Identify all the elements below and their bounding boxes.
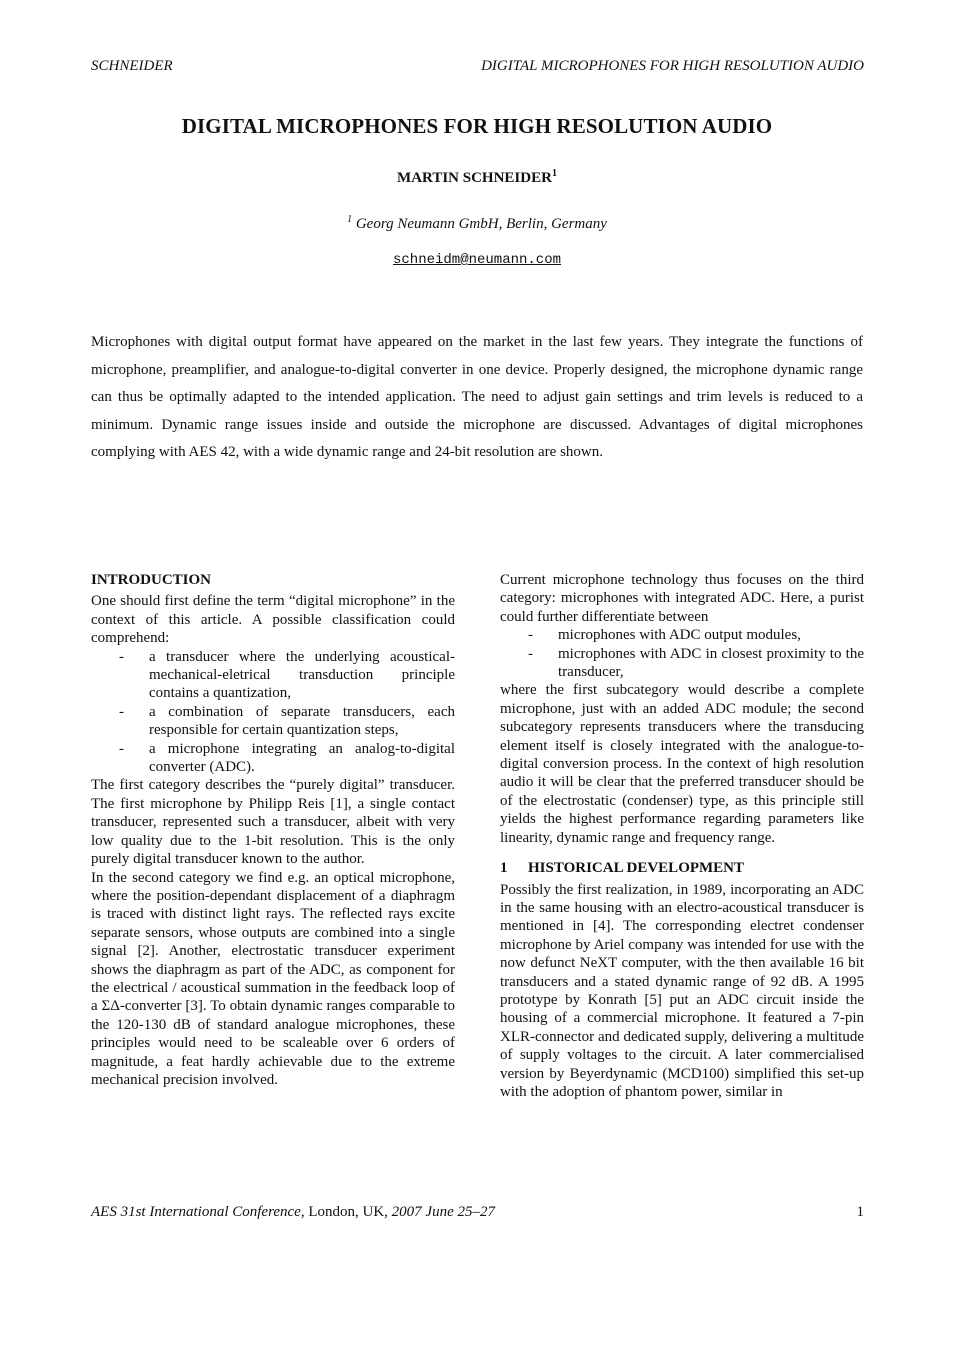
list-item: - microphones with ADC in closest proximity to the transducer, <box>558 645 864 682</box>
affiliation-text: Georg Neumann GmbH, Berlin, Germany <box>352 216 607 232</box>
author-line <box>0 168 954 187</box>
footer-location: London, UK, <box>304 1204 388 1220</box>
left-column <box>91 571 455 1089</box>
affiliation-mark: 1 <box>347 214 353 225</box>
paragraph: The first category describes the “purely digital” transducer. The first microphone by Philipp Reis [1], a single contact transducer, represented such a transducer, albeit with very low quality due to the 1-bit resolution. This is the only purely digital transducer known to the author. <box>91 777 455 868</box>
section-number: 1 <box>500 860 508 877</box>
section-heading-historical-development <box>500 859 864 877</box>
paragraph: Possibly the first realization, in 1989, incorporating an ADC in the same housing with an electro-acoustical transducer is mentioned in [4]. The corresponding electret condenser microphone by Ariel company was intended for use with the now defunct NeXT computer, with the then available 16 bit transducers and a stated dynamic range of 92 dB. A 1995 prototype by Konrath [5] put an ADC circuit inside the housing of a commercial microphone. It featured a 7-pin XLR-connector and dedicated supply, delivering a multitude of supply voltages to the circuit. A later commercialised version by Beyerdynamic (MCD100) simplified this set-up with the adoption of phantom power, similar in <box>500 881 864 1100</box>
classification-list <box>91 648 455 777</box>
paragraph: In the second category we find e.g. an optical microphone, where the position-dependant displacement of a diaphragm is traced with distinct light rays. The reflected rays excite separate sensors, whose outputs are combined into a single signal [2]. Another, electrostatic transducer experiment shows the diaphragm as part of the ADC, as component for the electrical / acoustical summation in the feedback loop of a ΣΔ-converter [3]. To obtain dynamic ranges comparable to the 120-130 dB of standard analogue microphones, these principles would need to be scaleable over 6 orders of magnitude, a feat hardly achievable due to the extreme mechanical precision involved. <box>91 869 455 1088</box>
running-header-author: SCHNEIDER <box>91 58 173 74</box>
paragraph: One should first define the term “digital microphone” in the context of this article. A possible classification could comprehend: <box>91 593 455 647</box>
abstract: Microphones with digital output format have appeared on the market in the last few years. They integrate the functions of microphone, preamplifier, and analogue-to-digital converter in one device. Properly designed, the microphone dynamic range can thus be optimally adapted to the intended application. The need to adjust gain settings and trim levels is reduced to a minimum. Dynamic range issues inside and outside the microphone are discussed. Advantages of digital microphones complying with AES 42, with a wide dynamic range and 24-bit resolution are shown. <box>91 334 863 461</box>
paper-title: DIGITAL MICROPHONES FOR HIGH RESOLUTION AUDIO <box>181 114 773 138</box>
list-item: - a combination of separate transducers, each responsible for certain quantization steps, <box>149 703 455 740</box>
affiliation-line <box>0 214 954 233</box>
list-item: - a microphone integrating an analog-to-digital converter (ADC). <box>149 740 455 777</box>
footer-date: 2007 June 25–27 <box>387 1204 495 1220</box>
subcategory-list <box>500 626 864 681</box>
right-column <box>500 571 864 1101</box>
section-title: HISTORICAL DEVELOPMENT <box>528 860 745 877</box>
paragraph: Current microphone technology thus focuses on the third category: microphones with integrated ADC. Here, a purist could further differentiate between <box>500 572 864 625</box>
list-item: - microphones with ADC output modules, <box>558 626 864 644</box>
author-affiliation-mark: 1 <box>551 168 557 179</box>
author-email-link[interactable]: schneidm@neumann.com <box>392 252 562 268</box>
paragraph: where the first subcategory would describe a complete microphone, just with an added ADC module; the second subcategory represents transducers where the transducing element itself is closely integrated with the analogue-to-digital conversion process. In the context of high resolution audio it will be clear that the preferred transducer should be of the electrostatic (condenser) type, as this principle still yields the highest performance regarding parameters like linearity, dynamic range and frequency range. <box>500 682 864 846</box>
author-name: MARTIN SCHNEIDER <box>397 170 552 186</box>
section-heading-introduction: INTRODUCTION <box>91 572 212 588</box>
page-number: 1 <box>856 1204 864 1220</box>
footer-conference <box>91 1204 495 1221</box>
running-header-title: DIGITAL MICROPHONES FOR HIGH RESOLUTION AUDIO <box>481 58 864 74</box>
footer-conference-name: AES 31st International Conference, <box>91 1204 305 1220</box>
list-item: - a transducer where the underlying acoustical-mechanical-eletrical transduction principle contains a quantization, <box>149 648 455 703</box>
